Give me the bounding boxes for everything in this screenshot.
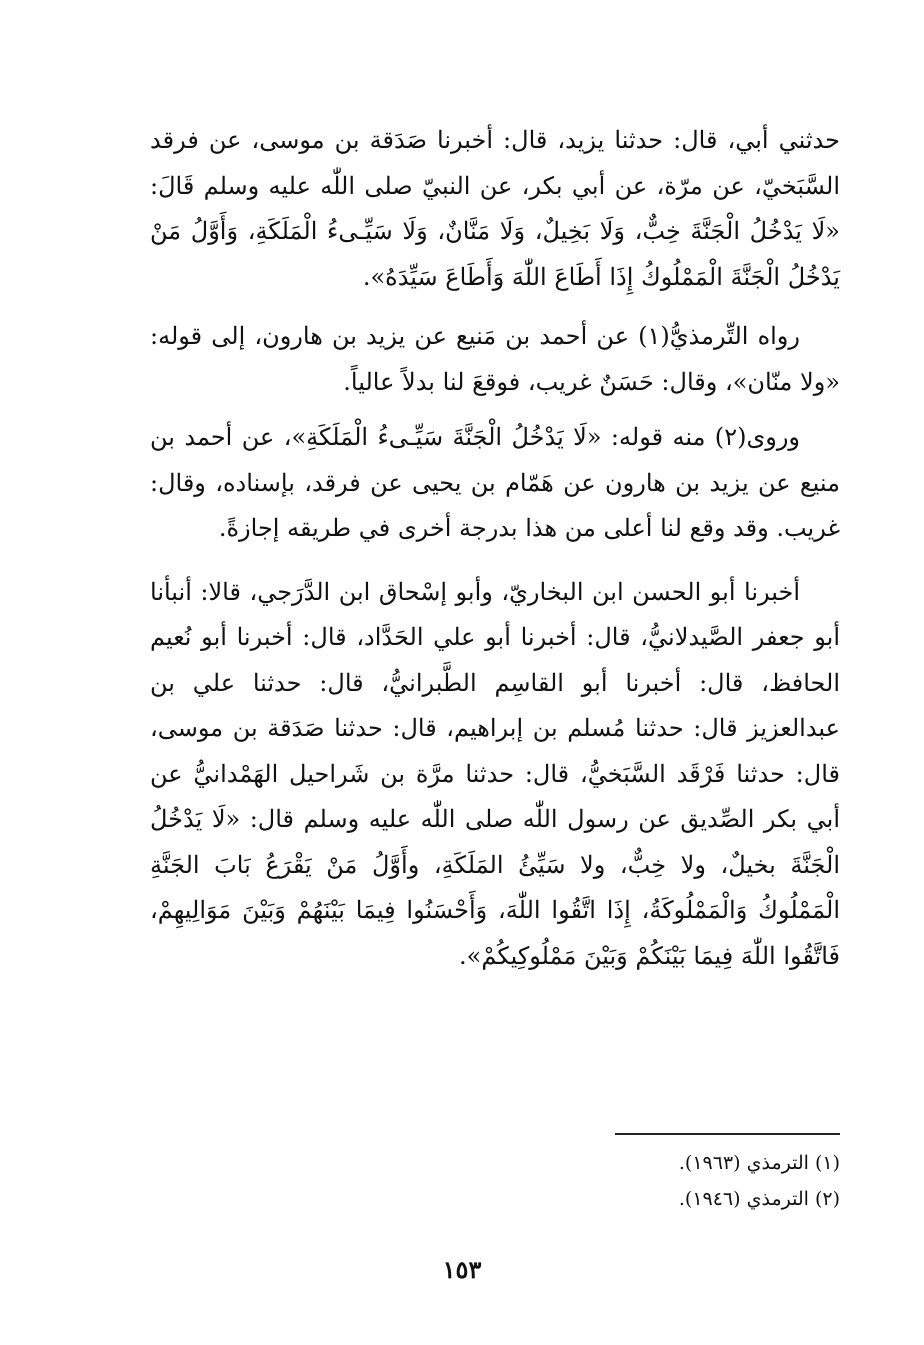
paragraph-hadith-isnad: حدثني أبي، قال: حدثنا يزيد، قال: أخبرنا صَدَقة بن موسى، عن فرقد السَّبَخيّ، عن مرّة، عن أبي بكر، عن النبيّ صلى اللّٰه عليه وسلم قَالَ: «لَا يَدْخُلُ الْجَنَّةَ خِبٌّ، وَلَا بَخِيلٌ، وَلَا مَنَّانٌ، وَلَا سَيِّـىءُ الْمَلَكَةِ، وَأَوَّلُ مَنْ يَدْخُلُ الْجَنَّةَ الْمَمْلُوكُ إِذَا أَطَاعَ اللّٰهَ وَأَطَاعَ سَيِّدَهُ».: [150, 126, 840, 291]
page-body: [150, 118, 840, 991]
paragraph-tirmidhi-narration: رواه التِّرمذيُّ(١) عن أحمد بن مَنيع عن يزيد بن هارون، إلى قوله: «ولا منّان»، وقال: حَسَنٌ غريب، فوقعَ لنا بدلاً عالياً.: [150, 322, 840, 396]
footnotes: [150, 1133, 840, 1217]
page-number: ١٥٣: [442, 1255, 482, 1284]
paragraph-second-narration: وروى(٢) منه قوله: «لَا يَدْخُلُ الْجَنَّةَ سَيِّـىءُ الْمَلَكَةِ»، عن أحمد بن منيع عن يزيد بن هارون عن هَمّام بن يحيى عن فرقد، بإسناده، وقال: غريب. وقد وقع لنا أعلى من هذا بدرجة أخرى في طريقه إجازةً.: [150, 423, 840, 542]
footnote-divider: [615, 1133, 840, 1135]
footnote-2: (٢) الترمذي (١٩٤٦).: [678, 1188, 840, 1210]
paragraph-full-isnad: أخبرنا أبو الحسن ابن البخاريّ، وأبو إسْحاق ابن الدَّرَجي، قالا: أنبأنا أبو جعفر الصَّيدلانيُّ، قال: أخبرنا أبو علي الحَدَّاد، قال: أخبرنا أبو نُعيم الحافظ، قال: أخبرنا أبو القاسِم الطَّبرانيُّ، قال: حدثنا علي بن عبدالعزيز قال: حدثنا مُسلم بن إبراهيم، قال: حدثنا صَدَقة بن موسى، قال: حدثنا فَرْقَد السَّبَخيُّ، قال: حدثنا مرَّة بن شَراحيل الهَمْدانيُّ عن أبي بكر الصِّديق عن رسول اللّٰه صلى اللّٰه عليه وسلم قال: «لَا يَدْخُلُ الْجَنَّةَ بخيلٌ، ولا خِبٌّ، ولا سَيِّئُ المَلَكَةِ، وأَوَّلُ مَنْ يَقْرَعُ بَابَ الجَنَّةِ الْمَمْلُوكُ وَالْمَمْلُوكَةُ، إِذَا اتَّقُوا اللّٰهَ، وَأَحْسَنُوا فِيمَا بَيْنَهُمْ وَبَيْنَ مَوَالِيهِمْ، فَاتَّقُوا اللّٰهَ فِيمَا بَيْنَكُمْ وَبَيْنَ مَمْلُوكِيكُمْ».: [150, 577, 840, 970]
footnote-1: (١) الترمذي (١٩٦٣).: [678, 1152, 840, 1174]
